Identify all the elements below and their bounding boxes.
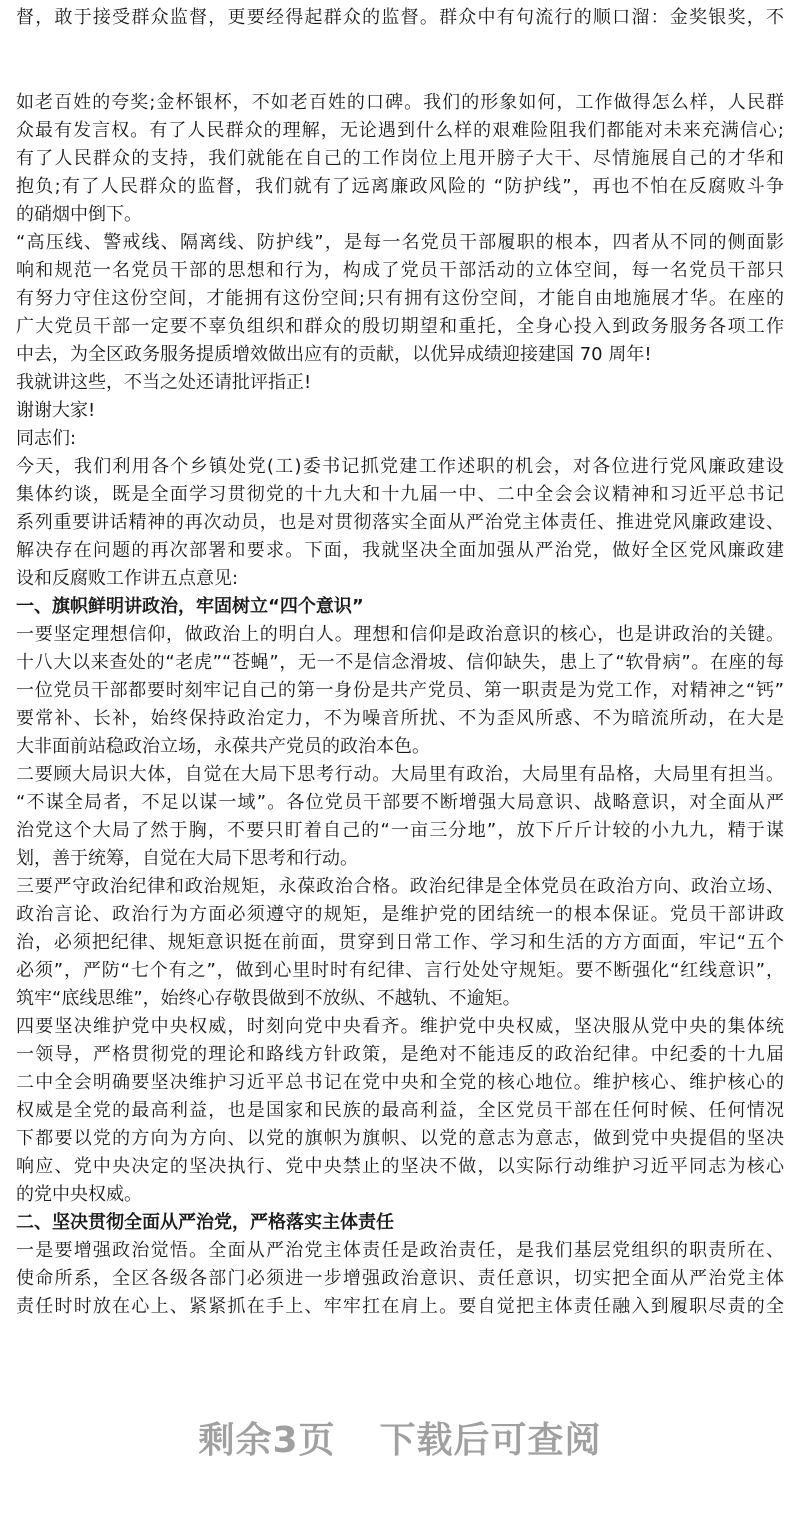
text-line: 十八大以来查处的“老虎”“苍蝇”，无一不是信念滑坡、信仰缺失，患上了“软骨病”。在座的每 (16, 652, 784, 673)
document-text-body (16, 89, 784, 1321)
download-to-view-label: 下载后可查阅 (379, 1420, 602, 1461)
document-text-top (16, 4, 784, 32)
text-line: 使命所系，全区各级各部门必须进一步增强政治意识、责任意识，切实把全面从严治党主体 (16, 1268, 784, 1289)
text-line: “不谋全局者，不足以谋一域”。各位党员干部要不断增强大局意识、战略意识，对全面从严 (16, 792, 784, 813)
text-line: 有努力守住这份空间，才能拥有这份空间;只有拥有这份空间，才能自由地施展才华。在座的 (16, 288, 784, 309)
text-line: 一领导，严格贯彻党的理论和路线方针政策，是绝对不能违反的政治纪律。中纪委的十九届 (16, 1044, 784, 1065)
text-line: 二要顾大局识大体，自觉在大局下思考行动。大局里有政治，大局里有品格，大局里有担当。 (16, 764, 784, 785)
text-line: 解决存在问题的再次部署和要求。下面，我就坚决全面加强从严治党，做好全区党风廉政建 (16, 540, 784, 561)
text-line: 划，善于统筹，自觉在大局下思考和行动。 (16, 848, 358, 869)
text-line: 二中全会明确要坚决维护习近平总书记在党中央和全党的核心地位。维护核心、维护核心的 (16, 1072, 784, 1093)
text-line: 设和反腐败工作讲五点意见: (16, 568, 239, 589)
text-line: 要常补、长补，始终保持政治定力，不为噪音所扰、不为歪风所惑、不为暗流所动，在大是 (16, 708, 784, 729)
text-line: 众最有发言权。有了人民群众的理解，无论遇到什么样的艰难险阻我们都能对未来充满信心; (16, 120, 784, 141)
text-line: 如老百姓的夸奖;金杯银杯，不如老百姓的口碑。我们的形象如何，工作做得怎么样，人民群 (16, 92, 784, 113)
text-line: 今天，我们利用各个乡镇处党(工)委书记抓党建工作述职的机会，对各位进行党风廉政建设 (16, 456, 784, 477)
text-line: 同志们: (16, 428, 77, 449)
text-line: 有了人民群众的支持，我们就能在自己的工作岗位上甩开膀子大干、尽情施展自己的才华和 (16, 148, 784, 169)
text-line: 的硝烟中倒下。 (16, 204, 142, 225)
text-line: 广大党员干部一定要不辜负组织和群众的殷切期望和重托，全身心投入到政务服务各项工作 (16, 316, 784, 337)
download-prompt[interactable] (0, 1412, 800, 1463)
text-line: 筑牢“底线思维”，始终心存敬畏做到不放纵、不越轨、不逾矩。 (16, 988, 521, 1009)
text-line: 一要坚定理想信仰，做政治上的明白人。理想和信仰是政治意识的核心，也是讲政治的关键。 (16, 624, 784, 645)
section-heading: 二、坚决贯彻全面从严治党，严格落实主体责任 (16, 1212, 394, 1233)
section-heading: 一、旗帜鲜明讲政治，牢固树立“四个意识” (16, 596, 364, 617)
text-line: 大非面前站稳政治立场，永葆共产党员的政治本色。 (16, 736, 430, 757)
text-line: 一位党员干部都要时刻牢记自己的第一身份是共产党员、第一职责是为党工作，对精神之“钙” (16, 680, 784, 701)
text-line: 一是要增强政治觉悟。全面从严治党主体责任是政治责任，是我们基层党组织的职责所在、 (16, 1240, 784, 1261)
text-line: 治，必须把纪律、规矩意识挺在前面，贯穿到日常工作、学习和生活的方方面面，牢记“五个 (16, 932, 784, 953)
text-line: 必须”，严防“七个有之”，做到心里时时有纪律、言行处处守规矩。要不断强化“红线意识”， (16, 960, 784, 981)
text-line: 督，敢于接受群众监督，更要经得起群众的监督。群众中有句流行的顺口溜：金奖银奖，不 (16, 7, 784, 28)
text-line: 权威是全党的最高利益，也是国家和民族的最高利益，全区党员干部在任何时候、任何情况 (16, 1100, 784, 1121)
text-line: 响应、党中央决定的坚决执行、党中央禁止的坚决不做，以实际行动维护习近平同志为核心 (16, 1156, 784, 1177)
text-line: 抱负;有了人民群众的监督，我们就有了远离廉政风险的 “防护线”，再也不怕在反腐败斗争 (16, 176, 784, 197)
text-line: 集体约谈，既是全面学习贯彻党的十九大和十九届一中、二中全会会议精神和习近平总书记 (16, 484, 784, 505)
remaining-pages-label: 剩余3页 (198, 1420, 336, 1461)
text-line: 责任时时放在心上、紧紧抓在手上、牢牢扛在肩上。要自觉把主体责任融入到履职尽责的全 (16, 1296, 784, 1317)
text-line: 三要严守政治纪律和政治规矩，永葆政治合格。政治纪律是全体党员在政治方向、政治立场、 (16, 876, 784, 897)
text-line: 的党中央权威。 (16, 1184, 142, 1205)
text-line: “高压线、警戒线、隔离线、防护线”，是每一名党员干部履职的根本，四者从不同的侧面影 (16, 232, 784, 253)
text-line: 系列重要讲话精神的再次动员，也是对贯彻落实全面从严治党主体责任、推进党风廉政建设、 (16, 512, 784, 533)
text-line: 下都要以党的方向为方向、以党的旗帜为旗帜、以党的意志为意志，做到党中央提倡的坚决 (16, 1128, 784, 1149)
text-line: 响和规范一名党员干部的思想和行为，构成了党员干部活动的立体空间，每一名党员干部只 (16, 260, 784, 281)
text-line: 四要坚决维护党中央权威，时刻向党中央看齐。维护党中央权威，坚决服从党中央的集体统 (16, 1016, 784, 1037)
text-line: 我就讲这些，不当之处还请批评指正! (16, 372, 312, 393)
text-line: 治党这个大局了然于胸，不要只盯着自己的“一亩三分地”，放下斤斤计较的小九九，精于谋 (16, 820, 784, 841)
text-line: 政治言论、政治行为方面必须遵守的规矩，是维护党的团结统一的根本保证。党员干部讲政 (16, 904, 784, 925)
text-line: 谢谢大家! (16, 400, 96, 421)
text-line: 中去，为全区政务服务提质增效做出应有的贡献，以优异成绩迎接建国 70 周年! (16, 344, 652, 365)
